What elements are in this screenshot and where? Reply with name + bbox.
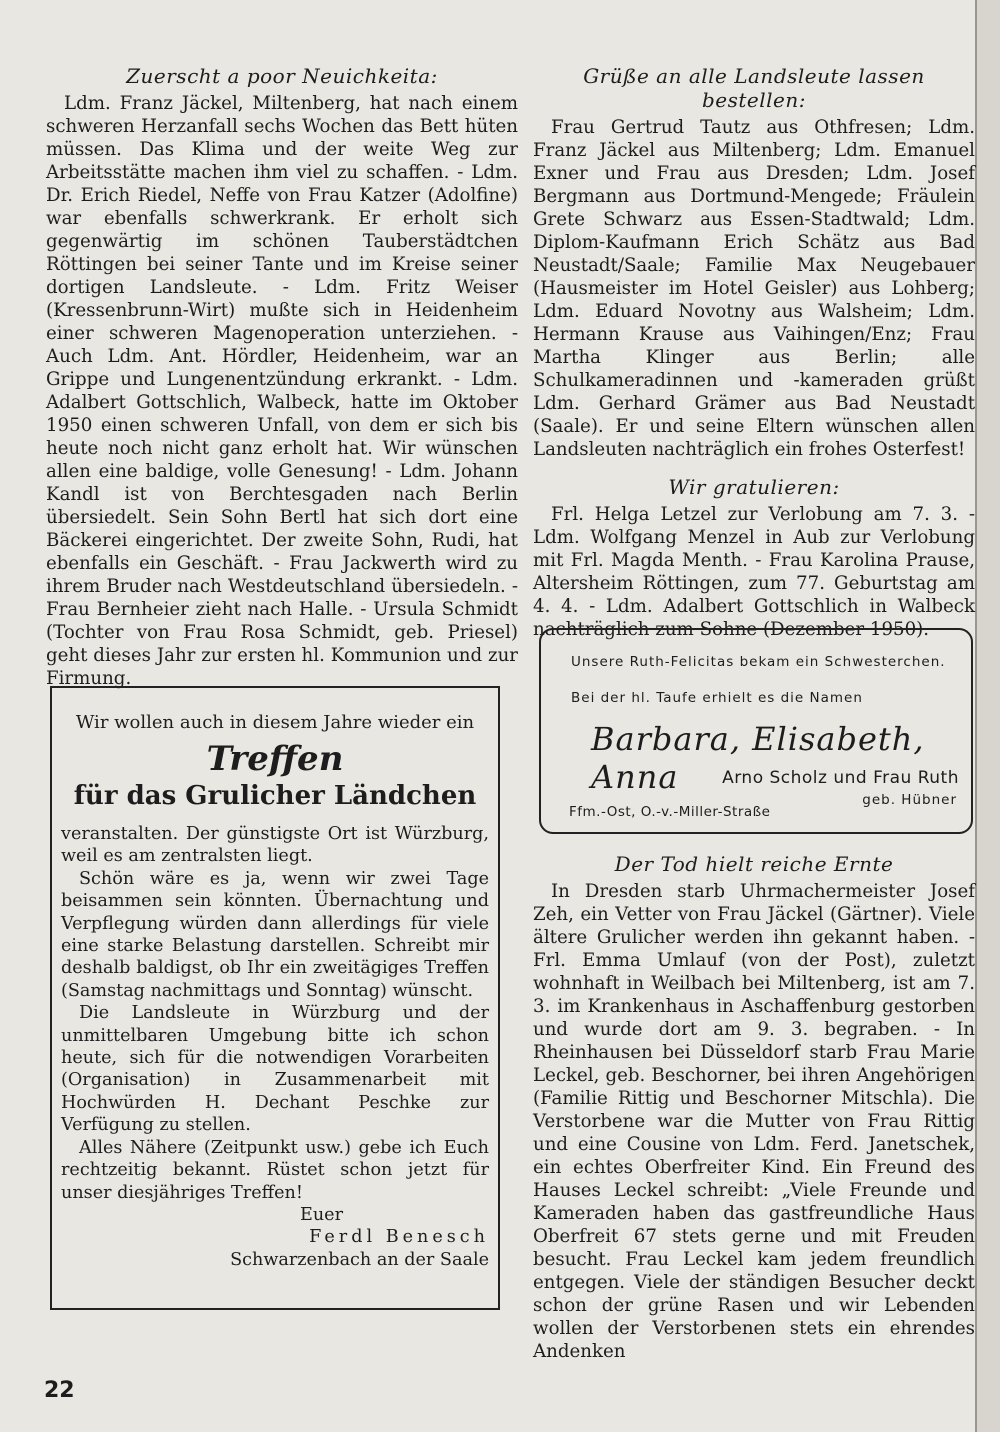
- treffen-announcement: [50, 686, 500, 1310]
- treffen-signature-name: Ferdl Benesch: [309, 1227, 489, 1248]
- baby-names: Barbara, Elisabeth, Anna: [591, 720, 925, 796]
- right-column: [533, 64, 975, 641]
- treffen-text: veranstalten. Der günstigste Ort ist Würzburg, weil es am zentralsten liegt. Schön wäre es ja, wenn wir zwei Tage beisammen sein könnten. Übernachtung und Verpflegung würden dann allerdings für viele eine starke Belastung darstellen. Schreibt mir deshalb baldigst, ob Ihr ein zweitägiges Treffen (Samstag nachmittags und Sonntag) wünscht. Die Landsleute in Würzburg und der unmittelbaren Umgebung bitte ich schon heute, sich für die notwendigen Vorarbeiten (Organisation) in Zusammenarbeit mit Hochwürden H. Dechant Peschke zur Verfügung zu stellen. Alles Nähere (Zeitpunkt usw.) gebe ich Euch rechtzeitig bekannt. Rüstet schon jetzt für unser diesjähriges Treffen!: [61, 824, 489, 1203]
- obituary-heading: Der Tod hielt reiche Ernte: [614, 852, 894, 876]
- adjacent-page-edge: [975, 0, 1000, 1432]
- greetings-text: Frau Gertrud Tautz aus Othfresen; Ldm. Franz Jäckel aus Miltenberg; Ldm. Emanuel Exner und Frau aus Dresden; Ldm. Josef Bergmann aus Dortmund-Mengede; Fräulein Grete Schwarz aus Essen-Stadtwald; Ldm. Diplom-Kaufmann Erich Schätz aus Bad Neustadt/Saale; Familie Max Neugebauer (Hausmeister im Hotel Geisler) aus Lohberg; Ldm. Eduard Novotny aus Walsheim; Ldm. Hermann Krause aus Vaihingen/Enz; Frau Martha Klinger aus Berlin; alle Schulkameradinnen und -kameraden grüßt Ldm. Gerhard Grämer aus Bad Neustadt (Saale). Er und seine Eltern wünschen allen Landsleuten nachträglich ein frohes Osterfest!: [533, 117, 975, 460]
- birth-maiden-name: geb. Hübner: [862, 792, 957, 808]
- treffen-closing: Euer: [300, 1204, 343, 1225]
- birth-line-1: Unsere Ruth-Felicitas bekam ein Schwesterchen.: [571, 654, 946, 670]
- news-heading: Zuerscht a poor Neuichkeita:: [126, 64, 438, 88]
- left-column: [46, 64, 518, 690]
- treffen-subtitle: für das Grulicher Ländchen: [73, 781, 477, 811]
- treffen-title: Treffen: [206, 739, 344, 779]
- page-number: 22: [44, 1378, 75, 1403]
- obituary-text: In Dresden starb Uhrmachermeister Josef Zeh, ein Vetter von Frau Jäckel (Gärtner). Viele ältere Grulicher werden ihn gekannt haben. - Frl. Emma Umlauf (von der Post), zuletzt wohnhaft in Weilbach bei Miltenberg, ist am 7. 3. im Krankenhaus in Aschaffenburg gestorben und wurde dort am 9. 3. begraben. - In Rheinhausen bei Düsseldorf starb Frau Marie Leckel, geb. Beschorner, bei ihren Angehörigen (Familie Rittig und Beschorner Mitschla). Die Verstorbene war die Mutter von Frau Rittig und eine Cousine von Ldm. Ferd. Janetschek, ein echtes Oberfreiter Kind. Ein Freund des Hauses Leckel schreibt: „Viele Freunde und Kameraden haben das gastfreundliche Haus Oberfreit 67 stets gerne und mit Freuden besucht. Frau Leckel kam jedem freundlich entgegen. Viele der ständigen Besucher deckt schon der grüne Rasen und wir Lebenden wollen der Verstorbenen stets ein ehrendes Andenken: [533, 881, 975, 1362]
- birth-address: Ffm.-Ost, O.-v.-Miller-Straße: [569, 804, 771, 820]
- news-text: Ldm. Franz Jäckel, Miltenberg, hat nach einem schweren Herzanfall sechs Wochen das Bett hüten müssen. Das Klima und der weite Weg zur Arbeitsstätte machen ihm viel zu schaffen. - Ldm. Dr. Erich Riedel, Neffe von Frau Katzer (Adolfine) war ebenfalls schwerkrank. Er erholt sich gegenwärtig im schönen Tauberstädtchen Röttingen bei seiner Tante und im Kreise seiner dortigen Landsleute. - Ldm. Fritz Weiser (Kressenbrunn-Wirt) mußte sich in Heidenheim einer schweren Magenoperation unterziehen. - Auch Ldm. Ant. Hördler, Heidenheim, war an Grippe und Lungenentzündung erkrankt. - Ldm. Adalbert Gottschlich, Walbeck, hatte im Oktober 1950 einen schweren Unfall, von dem er sich bis heute noch nicht ganz erholt hat. Wir wünschen allen eine baldige, volle Genesung! - Ldm. Johann Kandl ist von Berchtesgaden nach Berlin übersiedelt. Sein Sohn Bertl hat sich dort eine Bäckerei eingerichtet. Der zweite Sohn, Rudi, hat ebenfalls ein Geschäft. - Frau Jackwerth wird zu ihrem Bruder nach Westdeutschland übersiedeln. - Frau Bernheier zieht nach Halle. - Ursula Schmidt (Tochter von Frau Rosa Schmidt, geb. Priesel) geht dieses Jahr zur ersten hl. Kommunion und zur Firmung.: [46, 93, 518, 689]
- greetings-heading: Grüße an alle Landsleute lassen bestellen:: [583, 64, 925, 112]
- treffen-intro: Wir wollen auch in diesem Jahre wieder ein: [75, 712, 475, 733]
- birth-announcement: [539, 628, 973, 834]
- treffen-signature-place: Schwarzenbach an der Saale: [230, 1249, 489, 1270]
- congrats-text: Frl. Helga Letzel zur Verlobung am 7. 3. - Ldm. Wolfgang Menzel in Aub zur Verlobung mit Frl. Magda Menth. - Frau Karolina Prause, Altersheim Röttingen, zum 77. Geburtstag am 4. 4. - Ldm. Adalbert Gottschlich in Walbeck nachträglich zum Sohne (Dezember 1950).: [533, 504, 975, 640]
- birth-parents: Arno Scholz und Frau Ruth: [722, 768, 959, 788]
- birth-line-2: Bei der hl. Taufe erhielt es die Namen: [571, 690, 863, 706]
- congrats-heading: Wir gratulieren:: [668, 475, 840, 499]
- obituary-section: [533, 852, 975, 1363]
